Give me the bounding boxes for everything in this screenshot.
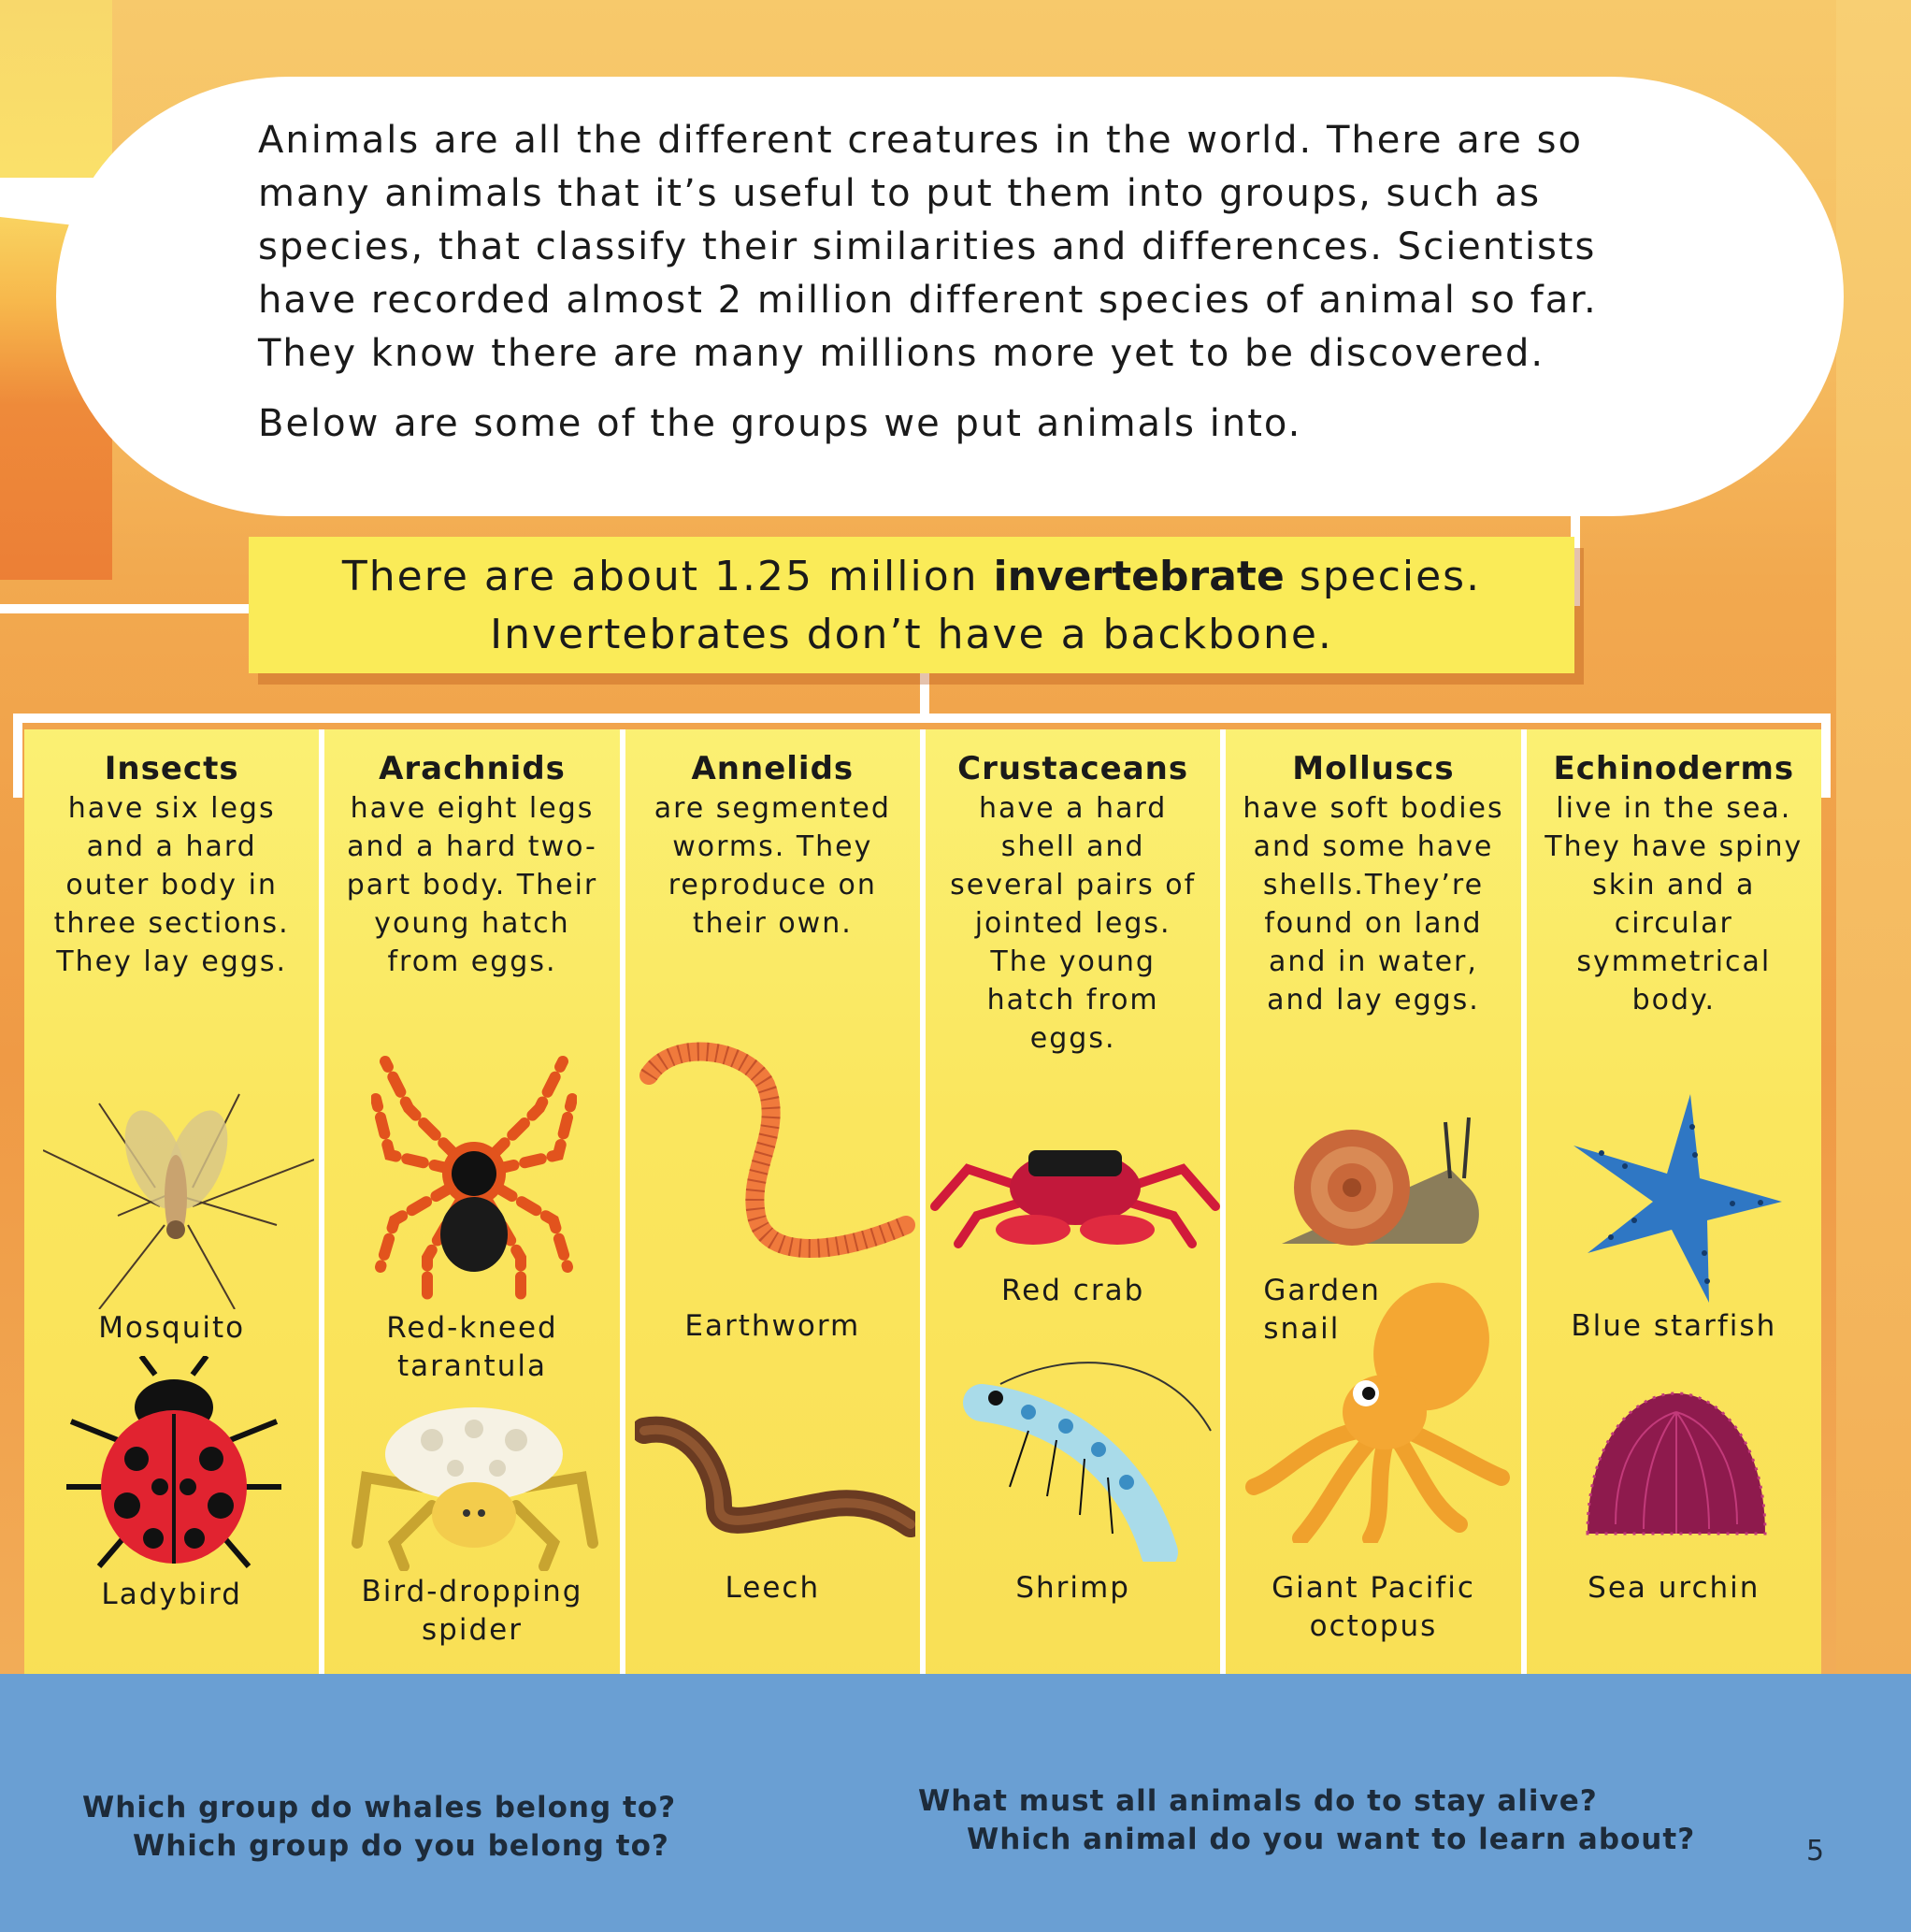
group-description: have six legs and a hard outer body in three sections. They lay eggs.	[53, 792, 290, 978]
animal-label: Shrimp	[1015, 1571, 1130, 1605]
animal-label: Ladybird	[101, 1578, 242, 1611]
banner-line-1	[249, 548, 1574, 606]
animal-label: Earthworm	[684, 1309, 861, 1343]
invertebrate-banner	[249, 537, 1574, 673]
column-crustaceans	[926, 729, 1226, 1702]
tree-drop-right	[1821, 714, 1831, 798]
starfish-illustration	[1569, 1089, 1784, 1305]
animal-label: Giant Pacific octopus	[1272, 1571, 1475, 1643]
group-description: have eight legs and a hard two-part body. Their young hatch from eggs.	[346, 792, 598, 978]
group-description: have a hard shell and several pairs of jointed legs. The young hatch from eggs.	[950, 792, 1197, 1055]
shrimp-illustration	[944, 1347, 1215, 1562]
group-title: Crustaceans	[957, 750, 1189, 787]
group-description: have soft bodies and some have shells.They’re found on land and in water, and lay eggs.	[1243, 792, 1504, 1016]
column-molluscs	[1226, 729, 1526, 1702]
mosquito-illustration	[43, 1075, 314, 1309]
column-arachnids	[324, 729, 625, 1702]
ladybird-illustration	[62, 1356, 286, 1571]
animal-label: Garden snail	[1263, 1274, 1381, 1346]
group-title: Arachnids	[379, 750, 566, 787]
group-title: Molluscs	[1292, 750, 1455, 787]
bird-dropping-spider-illustration	[348, 1403, 600, 1571]
group-columns	[24, 729, 1821, 1702]
animal-label: Sea urchin	[1588, 1571, 1760, 1605]
group-title: Echinoderms	[1553, 750, 1795, 787]
sea-urchin-illustration	[1578, 1384, 1774, 1543]
group-title: Insects	[104, 750, 239, 787]
banner-text-after: species.	[1284, 553, 1482, 600]
banner-line-2: Invertebrates don’t have a backbone.	[490, 611, 1333, 658]
group-description: are segmented worms. They reproduce on their own.	[654, 792, 891, 940]
animal-label: Mosquito	[98, 1311, 246, 1345]
column-annelids	[625, 729, 926, 1702]
page-number: 5	[1806, 1835, 1825, 1867]
red-crab-illustration	[930, 1132, 1220, 1253]
tree-branch-bar	[13, 714, 1831, 723]
animal-label: Bird-dropping spider	[361, 1575, 583, 1647]
intro-groups-line: Below are some of the groups we put animals into.	[258, 402, 1302, 445]
intro-paragraph: Animals are all the different creatures in the world. There are so many animals that it’s useful to put them into groups, such as species, that classify their similarities and differences. Scientists have recorded almost 2 million different species of animal so far. They know there are many millions more yet to be discovered.	[258, 119, 1598, 375]
connector-line-left	[0, 604, 252, 613]
animal-label: Blue starfish	[1571, 1309, 1777, 1343]
column-insects	[24, 729, 324, 1702]
right-color-strip	[1836, 0, 1911, 1683]
garden-snail-illustration	[1263, 1113, 1497, 1253]
banner-bold-word: invertebrate	[993, 553, 1285, 600]
animal-label: Leech	[725, 1571, 821, 1605]
leech-illustration	[635, 1412, 915, 1552]
animal-label: Red crab	[1001, 1274, 1145, 1307]
group-title: Annelids	[691, 750, 855, 787]
question-learn-about: Which animal do you want to learn about?	[967, 1823, 1696, 1856]
group-description: live in the sea. They have spiny skin and a circular symmetrical body.	[1545, 792, 1803, 1016]
question-whales: Which group do whales belong to?	[82, 1791, 677, 1824]
tree-drop-left	[13, 714, 22, 798]
tarantula-illustration	[371, 1052, 577, 1305]
column-echinoderms	[1527, 729, 1821, 1702]
earthworm-illustration	[635, 1038, 915, 1281]
banner-text-before: There are about 1.25 million	[341, 553, 994, 600]
intro-text	[258, 114, 1660, 451]
animal-label: Red-kneed tarantula	[386, 1311, 558, 1383]
question-stay-alive: What must all animals do to stay alive?	[918, 1784, 1598, 1818]
question-you: Which group do you belong to?	[133, 1829, 669, 1863]
octopus-illustration	[1244, 1272, 1516, 1543]
